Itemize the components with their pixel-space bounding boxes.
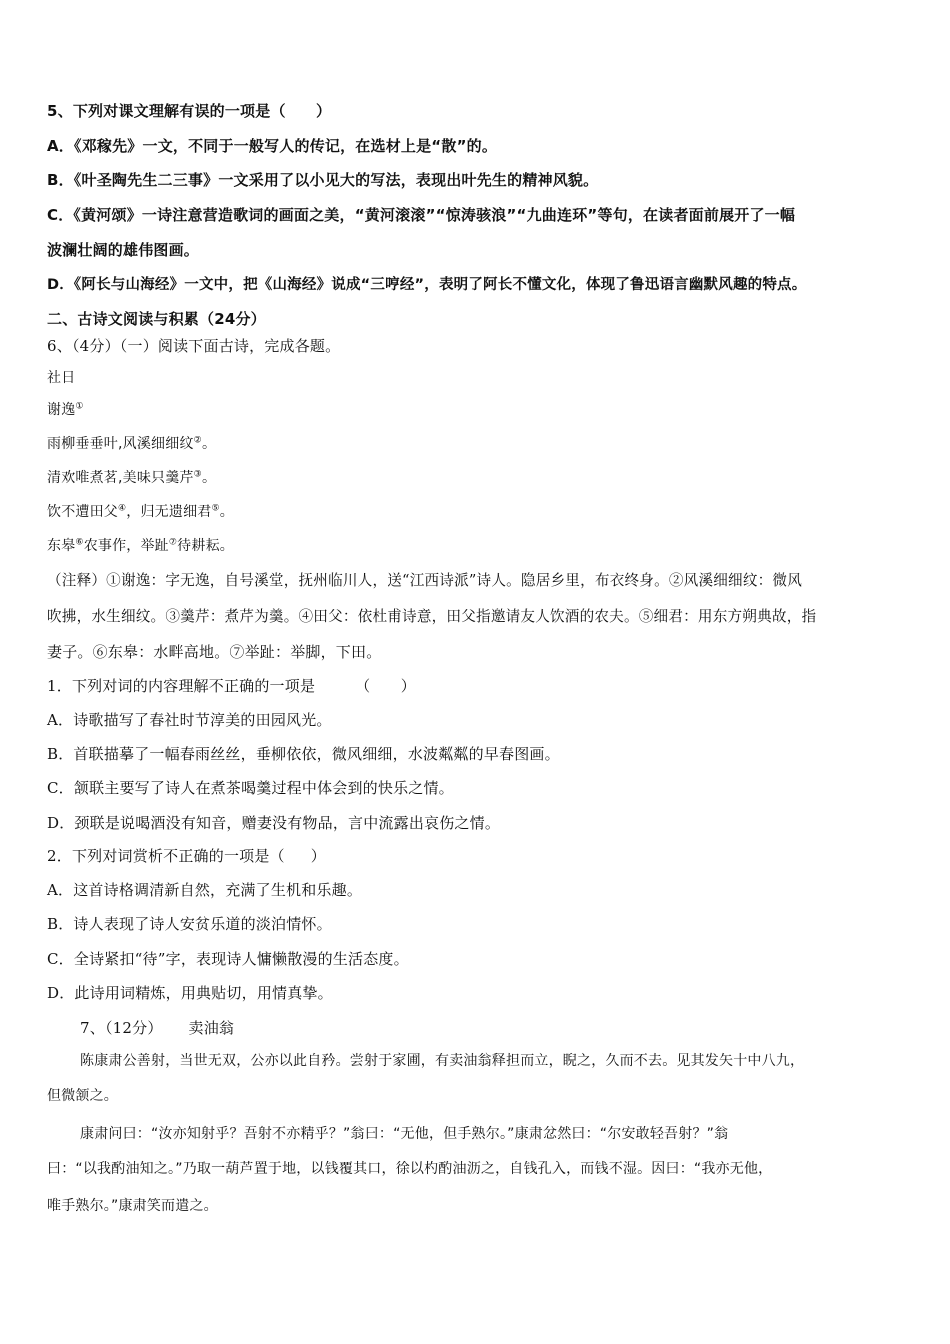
- q6-sub2-option-a: A．这首诗格调清新自然，充满了生机和乐趣。: [47, 881, 363, 899]
- q7-para2-line1: 康肃问曰：“汝亦知射乎？吾射不亦精乎？”翁曰：“无他，但手熟尔。”康肃忿然曰：“尔安敢轻吾射？”翁: [80, 1126, 729, 1142]
- q7-para2-line3: 唯手熟尔。”康肃笑而遣之。: [47, 1198, 218, 1214]
- q6-sub1-option-a: A．诗歌描写了春社时节淳美的田园风光。: [47, 711, 332, 729]
- poem-line-1: 雨柳垂垂叶,风溪细细纹②。: [47, 435, 217, 452]
- q7-para1-line2: 但微颔之。: [47, 1088, 118, 1104]
- poem-line-2: 清欢唯煮茗,美味只羹芹③。: [47, 469, 217, 486]
- q7-para2-line2: 曰：“以我酌油知之。”乃取一葫芦置于地，以钱覆其口，徐以杓酌油沥之，自钱孔入，而钱不湿。因曰：“我亦无他，: [47, 1161, 773, 1177]
- q6-sub1-option-d: D．颈联是说喝酒没有知音，赠妻没有物品，言中流露出哀伤之情。: [47, 814, 501, 832]
- poem-notes-line2: 吹拂，水生细纹。③羹芹：煮芹为羹。④田父：依杜甫诗意，田父指邀请友人饮酒的农夫。⑤细君：用东方朔典故，指: [47, 608, 817, 625]
- q6-sub2-stem: 2．下列对词赏析不正确的一项是（ ）: [47, 847, 326, 865]
- poem-line-3: 饮不遭田父④，归无遗细君⑤。: [47, 503, 234, 520]
- poem-notes-line3: 妻子。⑥东皋：水畔高地。⑦举趾：举脚，下田。: [47, 643, 382, 661]
- poem-notes-line1: （注释）①谢逸：字无逸，自号溪堂，抚州临川人，送“江西诗派”诗人。隐居乡里，布衣终身。②风溪细细纹：微风: [47, 572, 803, 589]
- q6-sub1-option-b: B．首联描摹了一幅春雨丝丝，垂柳依依，微风细细，水波粼粼的早春图画。: [47, 745, 560, 763]
- q6-stem: 6、（4分）（一）阅读下面古诗，完成各题。: [47, 337, 341, 355]
- q5-option-b: B．《叶圣陶先生二三事》一文采用了以小见大的写法，表现出叶先生的精神风貌。: [47, 171, 599, 189]
- poem-line-4: 东皋⑥农事作，举趾⑦待耕耘。: [47, 537, 234, 554]
- q6-sub1-option-c: C．颔联主要写了诗人在煮茶喝羹过程中体会到的快乐之情。: [47, 779, 454, 797]
- poem-author: 谢逸①: [47, 401, 84, 418]
- q7-para1-line1: 陈康肃公善射，当世无双，公亦以此自矜。尝射于家圃，有卖油翁释担而立，睨之，久而不去。见其发矢十中八九，: [80, 1053, 805, 1069]
- q5-option-c-line1: C．《黄河颂》一诗注意营造歌词的画面之美，“黄河滚滚”“惊涛骇浪”“九曲连环”等句，在读者面前展开了一幅: [47, 206, 796, 224]
- q5-option-c-line2: 波澜壮阔的雄伟图画。: [47, 241, 200, 259]
- q5-option-a: A．《邓稼先》一文，不同于一般写人的传记，在选材上是“散”的。: [47, 137, 498, 155]
- q5-option-d: D．《阿长与山海经》一文中，把《山海经》说成“三哼经”，表明了阿长不懂文化，体现了鲁迅语言幽默风趣的特点。: [47, 277, 807, 293]
- q7-heading: 7、（12分） 卖油翁: [80, 1019, 235, 1037]
- q5-stem: 5、下列对课文理解有误的一项是（ ）: [47, 102, 332, 120]
- q6-sub2-option-b: B．诗人表现了诗人安贫乐道的淡泊情怀。: [47, 915, 332, 933]
- q6-sub2-option-d: D．此诗用词精炼，用典贴切，用情真挚。: [47, 984, 333, 1002]
- section2-heading: 二、古诗文阅读与积累（24分）: [47, 310, 266, 328]
- q6-sub2-option-c: C．全诗紧扣“待”字，表现诗人慵懒散漫的生活态度。: [47, 950, 409, 968]
- q6-sub1-stem: 1．下列对词的内容理解不正确的一项是 （ ）: [47, 677, 416, 695]
- poem-title: 社日: [47, 370, 76, 386]
